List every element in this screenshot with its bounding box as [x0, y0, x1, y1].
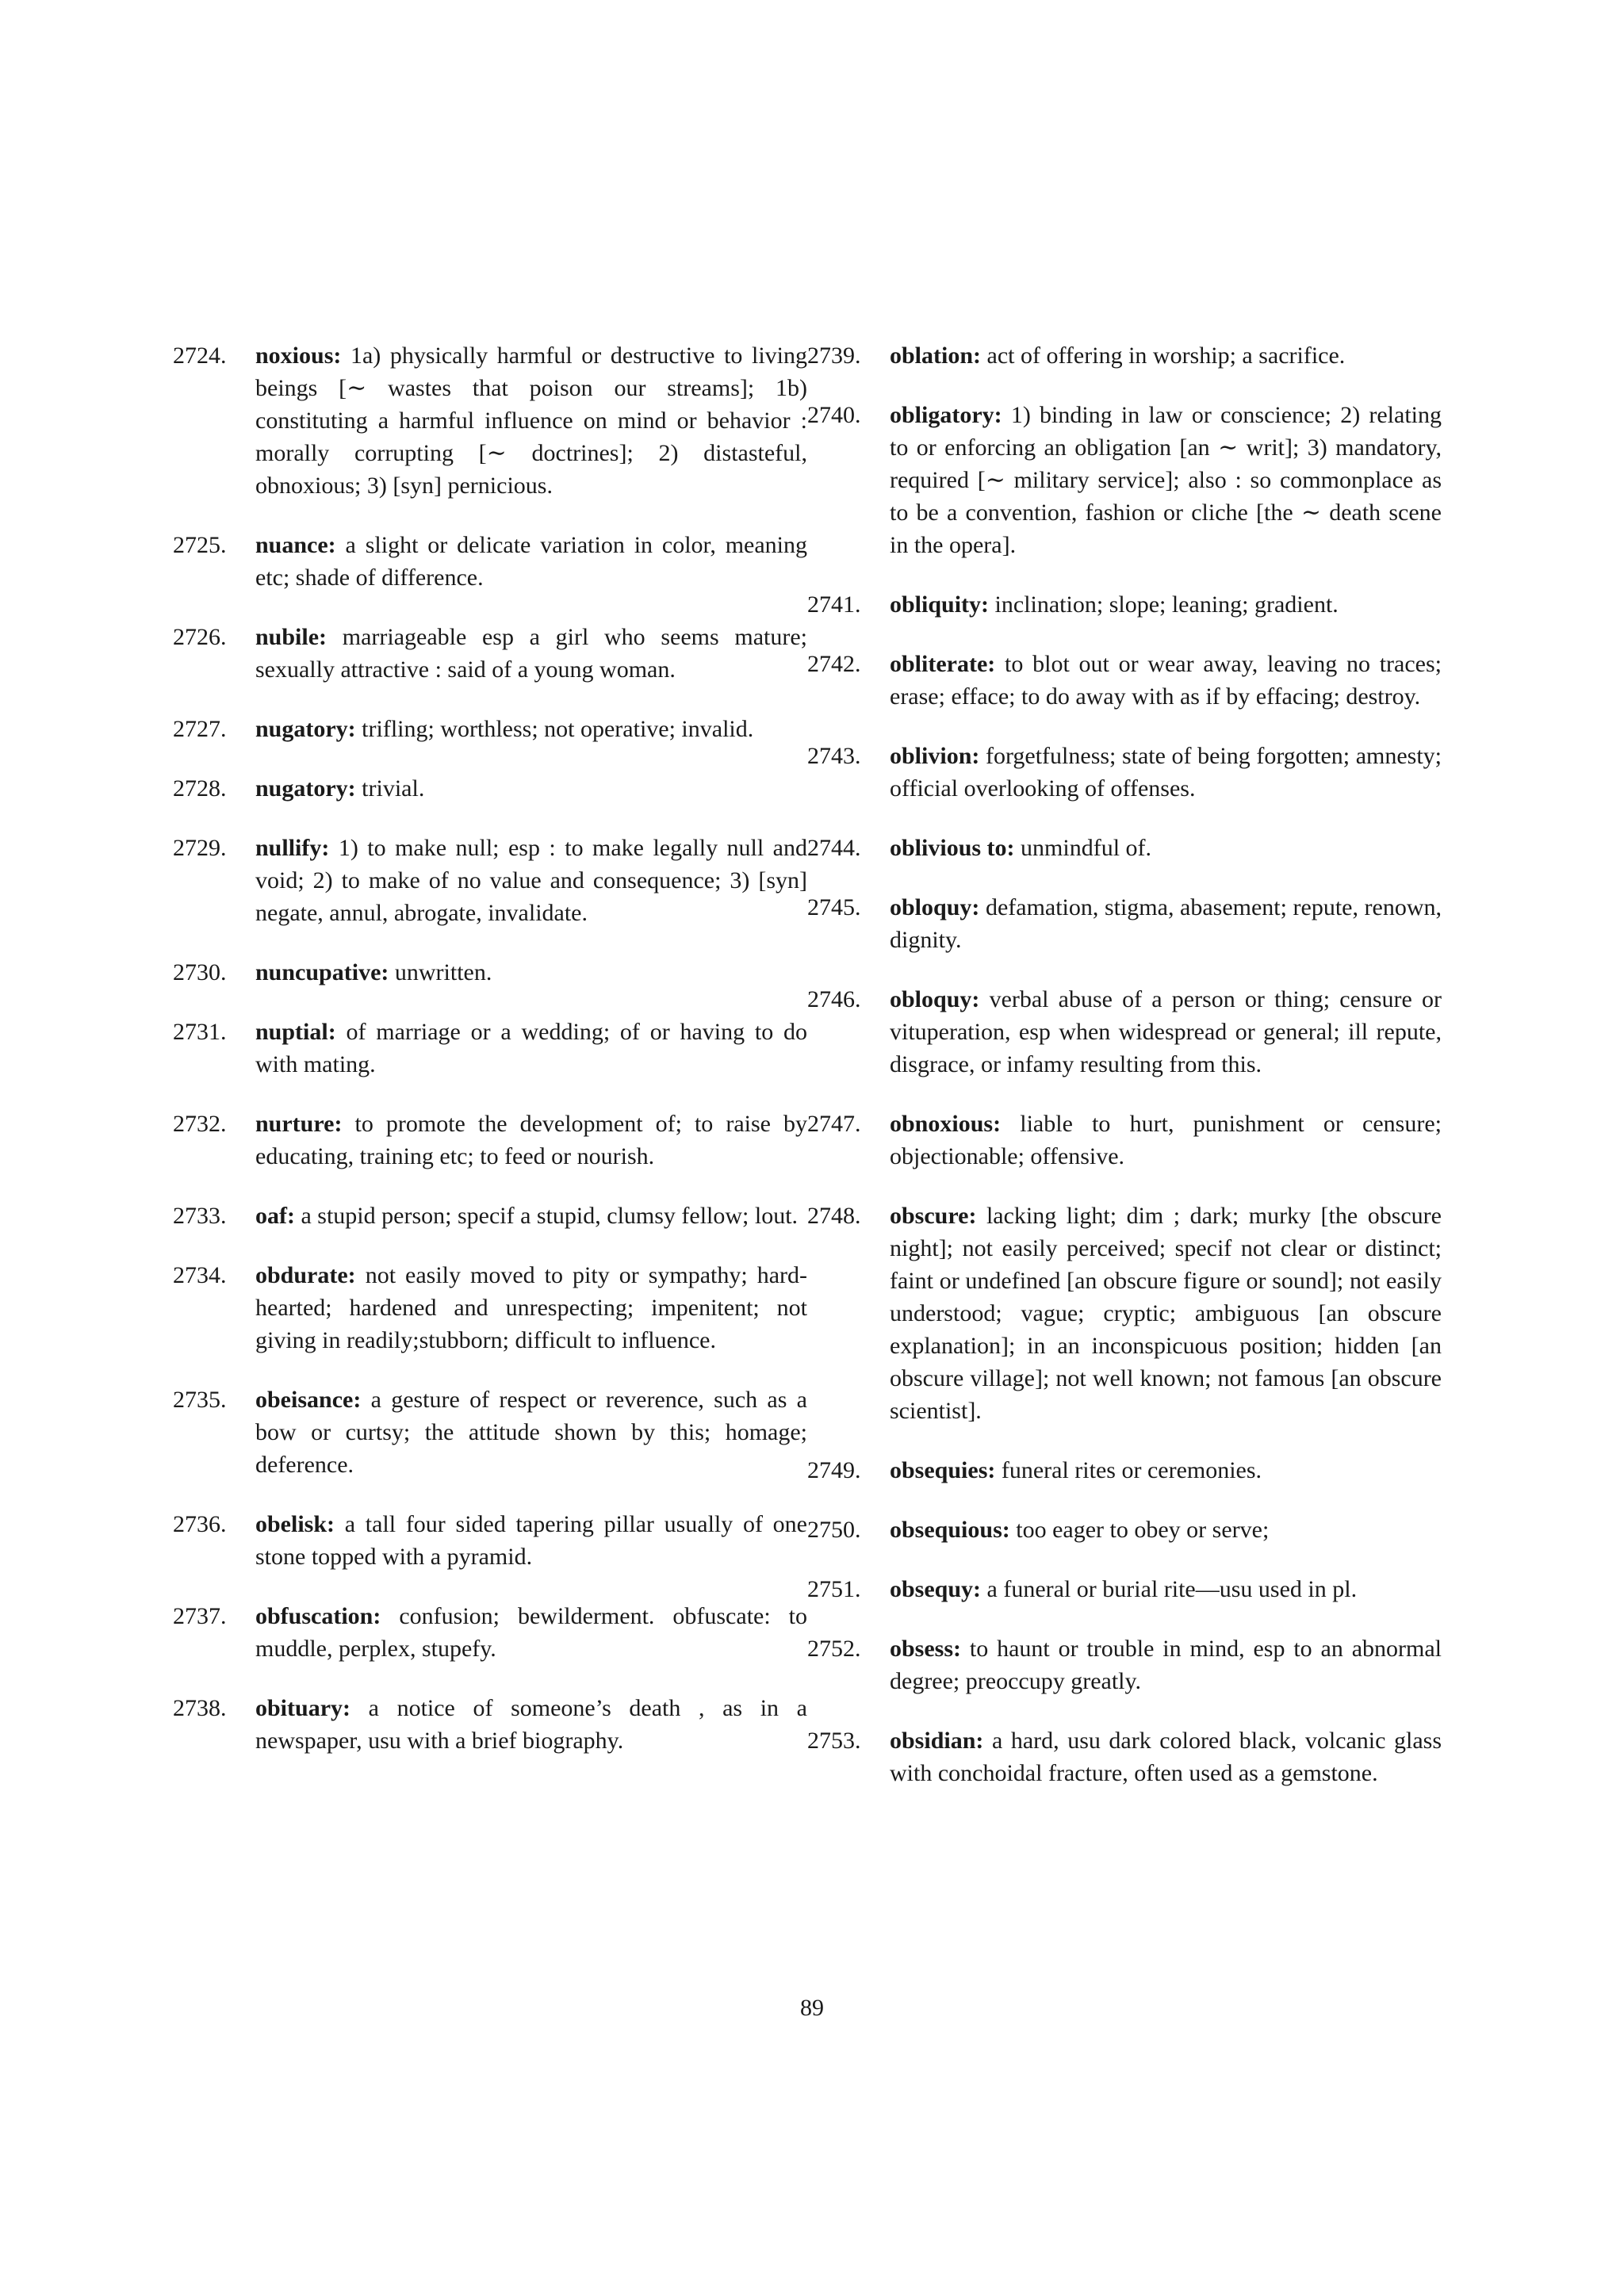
- entry-number: 2724.: [173, 342, 227, 369]
- entry-number: 2738.: [173, 1695, 227, 1721]
- entry-definition: verbal abuse of a person or thing; censure or vituperation, esp when widespread or general; ill repute, disgrace, or infamy resulting from this.: [890, 986, 1442, 1077]
- entry-term: obsequies:: [890, 1457, 996, 1483]
- entry-number: 2747.: [807, 1111, 861, 1137]
- dictionary-entry: [173, 1259, 807, 1357]
- entry-term: obeisance:: [255, 1387, 362, 1413]
- entry-definition: confusion; bewilderment. obfuscate: to muddle, perplex, stupefy.: [255, 1603, 807, 1662]
- entry-term: obelisk:: [255, 1511, 335, 1537]
- entry-term: obsequious:: [890, 1517, 1010, 1543]
- entry-number: 2726.: [173, 624, 227, 650]
- dictionary-entry: [173, 1016, 807, 1081]
- entry-number: 2733.: [173, 1203, 227, 1229]
- entry-term: obloquy:: [890, 894, 980, 920]
- entry-term: obsidian:: [890, 1728, 984, 1754]
- dictionary-entry: [807, 1724, 1442, 1789]
- entry-term: obligatory:: [890, 402, 1002, 428]
- entry-number: 2752.: [807, 1636, 861, 1662]
- entry-definition: a slight or delicate variation in color, meaning etc; shade of difference.: [255, 532, 808, 591]
- entry-definition: forgetfulness; state of being forgotten; amnesty; official overlooking of offenses.: [890, 743, 1442, 802]
- entry-definition: trifling; worthless; not operative; invalid.: [362, 716, 754, 742]
- entry-definition: too eager to obey or serve;: [1016, 1517, 1270, 1543]
- entry-definition: a tall four sided tapering pillar usually of one stone topped with a pyramid.: [255, 1511, 807, 1570]
- entry-number: 2731.: [173, 1019, 227, 1045]
- dictionary-entry: [173, 956, 807, 989]
- entry-definition: not easily moved to pity or sympathy; hard-hearted; hardened and unrespecting; impenitent; not giving in readily;stubborn; difficult to influence.: [255, 1262, 808, 1353]
- entry-term: nuncupative:: [255, 959, 389, 985]
- entry-term: oblation:: [890, 342, 982, 369]
- dictionary-entry: [807, 983, 1442, 1081]
- entry-number: 2730.: [173, 959, 227, 985]
- entry-definition: 1) binding in law or conscience; 2) relating to or enforcing an obligation [an ∼ writ]; 3) mandatory, required [∼ military service]; also : so commonplace as to be a convention, fashion or cliche [the ∼ death scene in the opera].: [890, 402, 1442, 558]
- dictionary-entry: [807, 1108, 1442, 1173]
- entry-definition: unmindful of.: [1021, 835, 1152, 861]
- entry-definition: inclination; slope; leaning; gradient.: [994, 591, 1339, 618]
- entry-term: oaf:: [255, 1203, 295, 1229]
- dictionary-entry: [173, 1600, 807, 1665]
- entry-term: nugatory:: [255, 716, 356, 742]
- dictionary-entry: [807, 1200, 1442, 1427]
- entry-definition: trivial.: [362, 775, 425, 802]
- entry-number: 2745.: [807, 894, 861, 920]
- entry-definition: 1) to make null; esp : to make legally null and void; 2) to make of no value and consequence; 3) [syn] negate, annul, abrogate, invalidate.: [255, 835, 808, 926]
- entry-number: 2729.: [173, 835, 227, 861]
- entry-term: nuance:: [255, 532, 336, 558]
- dictionary-entry: [807, 339, 1442, 372]
- dictionary-entry: [173, 1508, 807, 1573]
- dictionary-entry: [173, 1200, 807, 1232]
- dictionary-entry: [807, 1632, 1442, 1697]
- entry-definition: to blot out or wear away, leaving no traces; erase; efface; to do away with as if by effacing; destroy.: [890, 651, 1442, 710]
- entry-term: obfuscation:: [255, 1603, 381, 1629]
- entry-term: oblivious to:: [890, 835, 1015, 861]
- entry-number: 2727.: [173, 716, 227, 742]
- entry-number: 2741.: [807, 591, 861, 618]
- right-column: [807, 339, 1442, 1816]
- dictionary-entry: [807, 832, 1442, 864]
- entry-term: noxious:: [255, 342, 342, 369]
- entry-number: 2751.: [807, 1576, 861, 1602]
- dictionary-entry: [807, 1513, 1442, 1546]
- left-column: [173, 339, 807, 1784]
- entry-term: obloquy:: [890, 986, 980, 1012]
- entry-number: 2750.: [807, 1517, 861, 1543]
- entry-number: 2749.: [807, 1457, 861, 1483]
- entry-term: nugatory:: [255, 775, 356, 802]
- dictionary-entry: [173, 339, 807, 502]
- entry-term: nurture:: [255, 1111, 343, 1137]
- dictionary-entry: [807, 740, 1442, 805]
- entry-number: 2732.: [173, 1111, 227, 1137]
- entry-term: obliquity:: [890, 591, 990, 618]
- dictionary-entry: [173, 1108, 807, 1173]
- entry-term: obnoxious:: [890, 1111, 1002, 1137]
- entry-number: 2735.: [173, 1387, 227, 1413]
- entry-definition: marriageable esp a girl who seems mature; sexually attractive : said of a young woman.: [255, 624, 808, 683]
- entry-definition: a gesture of respect or reverence, such as a bow or curtsy; the attitude shown by this; homage; deference.: [255, 1387, 808, 1478]
- entry-number: 2725.: [173, 532, 227, 558]
- entry-number: 2748.: [807, 1203, 861, 1229]
- entry-definition: a hard, usu dark colored black, volcanic glass with conchoidal fracture, often used as a gemstone.: [890, 1728, 1442, 1786]
- entry-definition: defamation, stigma, abasement; repute, renown, dignity.: [890, 894, 1442, 953]
- entry-definition: act of offering in worship; a sacrifice.: [986, 342, 1346, 369]
- entry-term: nubile:: [255, 624, 327, 650]
- entry-definition: a stupid person; specif a stupid, clumsy fellow; lout.: [301, 1203, 799, 1229]
- entry-term: obliterate:: [890, 651, 996, 677]
- entry-number: 2728.: [173, 775, 227, 802]
- dictionary-entry: [807, 891, 1442, 956]
- dictionary-entry: [807, 1573, 1442, 1605]
- entry-definition: a notice of someone’s death , as in a newspaper, usu with a brief biography.: [255, 1695, 807, 1754]
- entry-definition: liable to hurt, punishment or censure; objectionable; offensive.: [890, 1111, 1442, 1169]
- entry-number: 2744.: [807, 835, 861, 861]
- entry-number: 2740.: [807, 402, 861, 428]
- dictionary-entry: [807, 588, 1442, 621]
- entry-number: 2753.: [807, 1728, 861, 1754]
- dictionary-entry: [807, 399, 1442, 561]
- entry-term: obscure:: [890, 1203, 977, 1229]
- entry-definition: 1a) physically harmful or destructive to living beings [∼ wastes that poison our streams]; 1b) constituting a harmful influence on mind or behavior : morally corrupting [∼ doctrines]; 2) distasteful, obnoxious; 3) [syn] pernicious.: [255, 342, 808, 499]
- entry-definition: to promote the development of; to raise by educating, training etc; to feed or nourish.: [255, 1111, 808, 1169]
- entry-term: nullify:: [255, 835, 330, 861]
- dictionary-entry: [807, 648, 1442, 713]
- entry-term: nuptial:: [255, 1019, 336, 1045]
- dictionary-entry: [173, 713, 807, 745]
- dictionary-entry: [173, 832, 807, 929]
- entry-definition: a funeral or burial rite—usu used in pl.: [986, 1576, 1358, 1602]
- page-number: 89: [800, 1995, 824, 2021]
- entry-number: 2737.: [173, 1603, 227, 1629]
- dictionary-entry: [173, 621, 807, 686]
- entry-definition: unwritten.: [394, 959, 492, 985]
- entry-number: 2746.: [807, 986, 861, 1012]
- entry-definition: to haunt or trouble in mind, esp to an abnormal degree; preoccupy greatly.: [890, 1636, 1442, 1694]
- dictionary-entry: [173, 1692, 807, 1757]
- entry-term: obsess:: [890, 1636, 962, 1662]
- entry-number: 2743.: [807, 743, 861, 769]
- entry-definition: funeral rites or ceremonies.: [1001, 1457, 1262, 1483]
- dictionary-entry: [807, 1454, 1442, 1487]
- entry-number: 2734.: [173, 1262, 227, 1288]
- entry-term: oblivion:: [890, 743, 980, 769]
- entry-number: 2739.: [807, 342, 861, 369]
- entry-number: 2742.: [807, 651, 861, 677]
- entry-definition: lacking light; dim ; dark; murky [the obscure night]; not easily perceived; specif not clear or distinct; faint or undefined [an obscure figure or sound]; not easily understood; vague; cryptic; ambiguous [an obscure explanation]; in an inconspicuous position; hidden [an obscure village]; not well known; not famous [an obscure scientist].: [890, 1203, 1442, 1424]
- dictionary-entry: [173, 772, 807, 805]
- entry-term: obdurate:: [255, 1262, 356, 1288]
- entry-number: 2736.: [173, 1511, 227, 1537]
- entry-term: obituary:: [255, 1695, 350, 1721]
- dictionary-entry: [173, 1383, 807, 1481]
- dictionary-entry: [173, 529, 807, 594]
- entry-term: obsequy:: [890, 1576, 982, 1602]
- entry-definition: of marriage or a wedding; of or having to do with mating.: [255, 1019, 807, 1077]
